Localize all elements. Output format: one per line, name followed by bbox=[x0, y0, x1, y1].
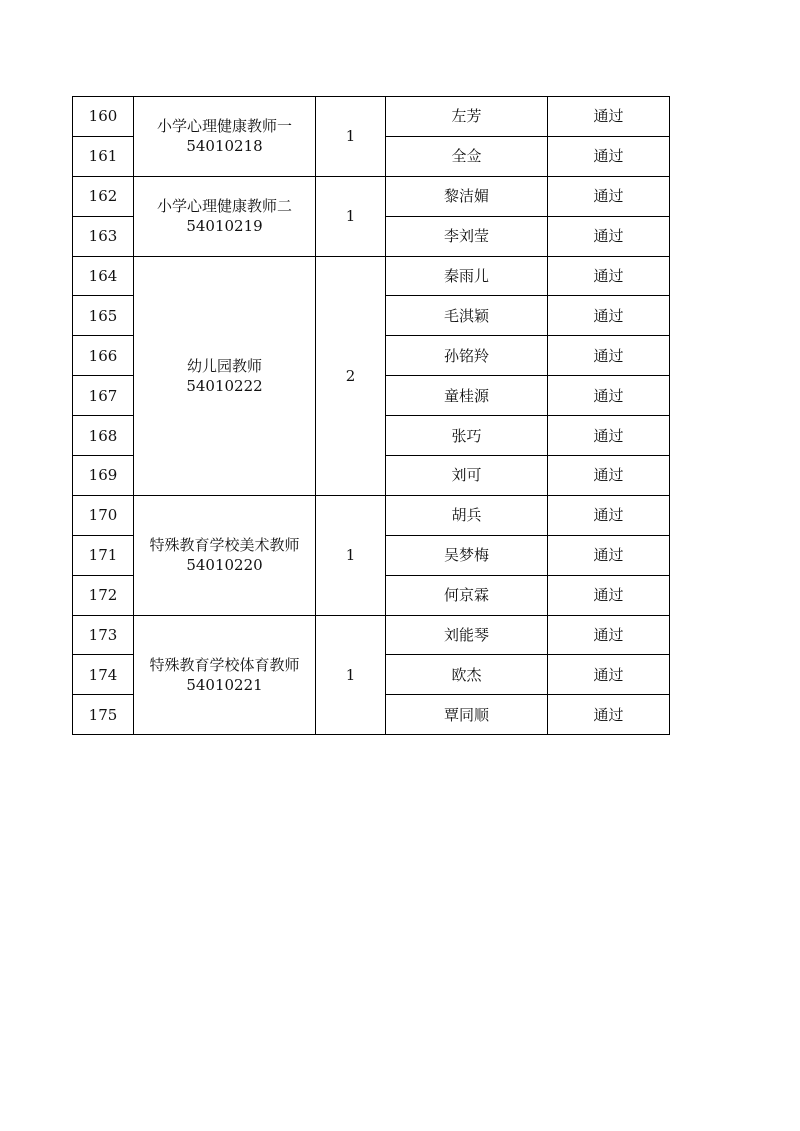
position-code: 54010222 bbox=[186, 376, 263, 395]
quota-cell: 2 bbox=[316, 256, 386, 495]
position-name: 幼儿园教师 bbox=[186, 356, 262, 375]
result-cell: 通过 bbox=[548, 695, 670, 735]
candidate-name-cell: 刘可 bbox=[386, 456, 548, 496]
position-name: 小学心理健康教师二 bbox=[156, 197, 292, 216]
row-number-cell: 162 bbox=[73, 176, 134, 216]
row-number-cell: 170 bbox=[73, 495, 134, 535]
candidate-name-cell: 何京霖 bbox=[386, 575, 548, 615]
table-row bbox=[73, 176, 670, 216]
candidate-name-cell: 童桂源 bbox=[386, 376, 548, 416]
candidate-name-cell: 全佥 bbox=[386, 136, 548, 176]
row-number-cell: 160 bbox=[73, 97, 134, 137]
position-name: 特殊教育学校体育教师 bbox=[149, 655, 300, 674]
row-number-cell: 171 bbox=[73, 535, 134, 575]
row-number-cell: 175 bbox=[73, 695, 134, 735]
candidate-name-cell: 李刘莹 bbox=[386, 216, 548, 256]
quota-cell: 1 bbox=[316, 495, 386, 615]
row-number-cell: 166 bbox=[73, 336, 134, 376]
row-number-cell: 168 bbox=[73, 416, 134, 456]
candidate-name-cell: 覃同顺 bbox=[386, 695, 548, 735]
result-cell: 通过 bbox=[548, 456, 670, 496]
result-cell: 通过 bbox=[548, 97, 670, 137]
result-cell: 通过 bbox=[548, 216, 670, 256]
position-cell bbox=[134, 256, 316, 495]
result-cell: 通过 bbox=[548, 136, 670, 176]
quota-cell: 1 bbox=[316, 97, 386, 177]
results-table bbox=[72, 96, 670, 735]
candidate-name-cell: 吴梦梅 bbox=[386, 535, 548, 575]
position-name: 小学心理健康教师一 bbox=[156, 117, 292, 136]
results-table-body bbox=[73, 97, 670, 735]
table-row bbox=[73, 97, 670, 137]
row-number-cell: 167 bbox=[73, 376, 134, 416]
candidate-name-cell: 左芳 bbox=[386, 97, 548, 137]
table-row bbox=[73, 495, 670, 535]
row-number-cell: 169 bbox=[73, 456, 134, 496]
results-table-container bbox=[72, 96, 670, 735]
candidate-name-cell: 欧杰 bbox=[386, 655, 548, 695]
result-cell: 通过 bbox=[548, 535, 670, 575]
result-cell: 通过 bbox=[548, 376, 670, 416]
position-cell bbox=[134, 97, 316, 177]
result-cell: 通过 bbox=[548, 615, 670, 655]
candidate-name-cell: 孙铭羚 bbox=[386, 336, 548, 376]
result-cell: 通过 bbox=[548, 575, 670, 615]
row-number-cell: 173 bbox=[73, 615, 134, 655]
candidate-name-cell: 毛淇颖 bbox=[386, 296, 548, 336]
result-cell: 通过 bbox=[548, 655, 670, 695]
row-number-cell: 172 bbox=[73, 575, 134, 615]
candidate-name-cell: 胡兵 bbox=[386, 495, 548, 535]
position-cell bbox=[134, 615, 316, 735]
result-cell: 通过 bbox=[548, 176, 670, 216]
position-cell bbox=[134, 495, 316, 615]
row-number-cell: 164 bbox=[73, 256, 134, 296]
position-name: 特殊教育学校美术教师 bbox=[149, 536, 300, 555]
quota-cell: 1 bbox=[316, 176, 386, 256]
candidate-name-cell: 刘能琴 bbox=[386, 615, 548, 655]
result-cell: 通过 bbox=[548, 495, 670, 535]
candidate-name-cell: 黎洁媚 bbox=[386, 176, 548, 216]
table-row bbox=[73, 256, 670, 296]
result-cell: 通过 bbox=[548, 256, 670, 296]
table-row bbox=[73, 615, 670, 655]
position-code: 54010220 bbox=[186, 556, 263, 575]
quota-cell: 1 bbox=[316, 615, 386, 735]
row-number-cell: 174 bbox=[73, 655, 134, 695]
row-number-cell: 165 bbox=[73, 296, 134, 336]
position-cell bbox=[134, 176, 316, 256]
row-number-cell: 163 bbox=[73, 216, 134, 256]
position-code: 54010218 bbox=[186, 137, 263, 156]
result-cell: 通过 bbox=[548, 416, 670, 456]
position-code: 54010219 bbox=[186, 217, 263, 236]
row-number-cell: 161 bbox=[73, 136, 134, 176]
candidate-name-cell: 秦雨儿 bbox=[386, 256, 548, 296]
candidate-name-cell: 张巧 bbox=[386, 416, 548, 456]
result-cell: 通过 bbox=[548, 296, 670, 336]
position-code: 54010221 bbox=[186, 675, 263, 694]
result-cell: 通过 bbox=[548, 336, 670, 376]
